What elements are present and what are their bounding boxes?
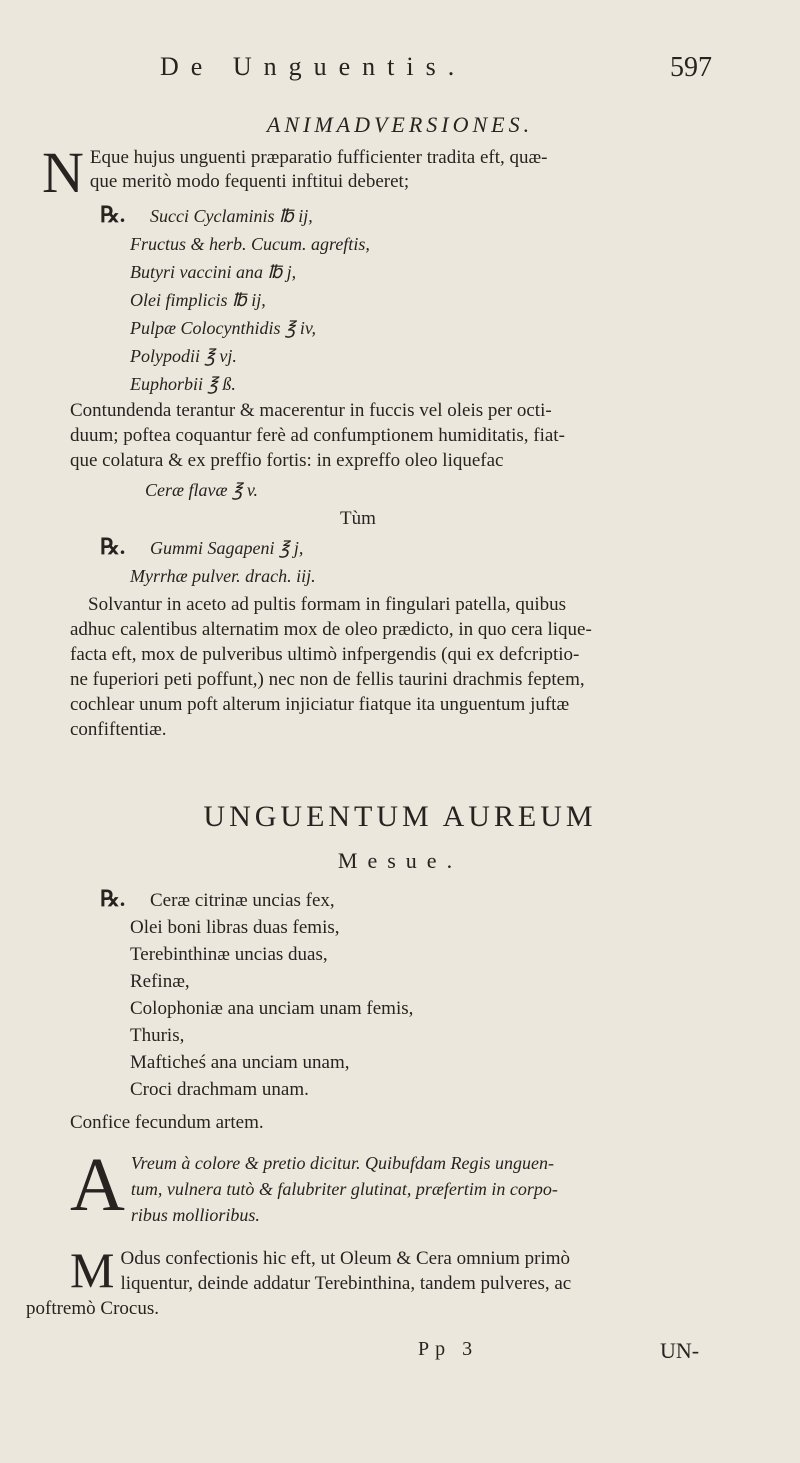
text-line: Solvantur in aceto ad pultis formam in fingulari patella, quibus [88, 594, 567, 615]
recipe-line: Euphorbii ℥ ß. [130, 374, 236, 394]
recipe-line: Myrrhæ pulver. drach. iij. [130, 566, 316, 586]
recipe-symbol: ℞. [100, 886, 126, 911]
drop-cap-n: N [42, 140, 84, 205]
animadversiones-title: ANIMADVERSIONES. [266, 112, 534, 137]
section-author: Mesue. [337, 848, 463, 873]
cera-line: Ceræ flavæ ℥ v. [145, 480, 259, 500]
text-line: adhuc calentibus alternatim mox de oleo prædicto, in quo cera lique- [70, 619, 592, 640]
text-line: confiftentiæ. [70, 719, 167, 740]
ingredient-line: Colophoniæ ana unciam unam femis, [130, 998, 414, 1019]
aureum-line: tum, vulnera tutò & falubriter glutinat, præfertim in corpo- [130, 1179, 558, 1199]
modus-line: liquentur, deinde addatur Terebinthina, tandem pulveres, ac [120, 1273, 572, 1294]
modus-line: Odus confectionis hic eft, ut Oleum & Cera omnium primò [120, 1248, 571, 1269]
recipe-line: Succi Cyclaminis ℔ ij, [150, 206, 313, 226]
aureum-line: Vreum à colore & pretio dicitur. Quibufdam Regis unguen- [130, 1153, 554, 1173]
recipe-line: Fructus & herb. Cucum. agreftis, [130, 234, 370, 254]
recipe-line: Polypodii ℥ vj. [130, 346, 237, 366]
recipe-symbol: ℞. [100, 202, 126, 227]
intro-line: que meritò modo fequenti inftitui deberet; [89, 171, 410, 192]
text-line: cochlear unum poft alterum injiciatur fiatque ita unguentum juftæ [70, 694, 570, 715]
text-line: duum; poftea coquantur ferè ad confumptionem humiditatis, fiat- [70, 425, 565, 446]
modus-line: poftremò Crocus. [26, 1298, 159, 1319]
ingredient-line: Thuris, [130, 1025, 185, 1046]
running-title: De Unguentis. [160, 52, 467, 81]
aureum-paragraph [70, 1143, 760, 1228]
drop-cap-m: M [70, 1242, 115, 1298]
ingredient-line: Refinæ, [130, 971, 190, 992]
confice-line: Confice fecundum artem. [70, 1112, 264, 1133]
intro-line: Eque hujus unguenti præparatio fufficienter tradita eft, quæ- [89, 147, 548, 168]
signature-mark: Pp 3 [418, 1338, 479, 1360]
ingredient-line: Terebinthinæ uncias duas, [130, 944, 328, 965]
page-number: 597 [670, 52, 712, 83]
text-line: facta eft, mox de pulveribus ultimò infpergendis (qui ex defcriptio- [70, 644, 580, 665]
ingredient-line: Croci drachmam unam. [130, 1079, 309, 1100]
recipe-line: Butyri vaccini ana ℔ j, [130, 262, 297, 282]
section-title: UNGUENTUM AUREUM [203, 800, 597, 833]
ingredient-line: Mafticheś ana unciam unam, [130, 1052, 350, 1073]
tum-line: Tùm [340, 508, 376, 529]
recipe-symbol: ℞. [100, 534, 126, 559]
drop-cap-a: A [70, 1143, 125, 1227]
recipe-line: Olei fimplicis ℔ ij, [130, 290, 266, 310]
intro-paragraph [42, 140, 762, 205]
recipe-line: Pulpæ Colocynthidis ℥ iv, [130, 318, 317, 338]
recipe-line: Gummi Sagapeni ℥ j, [150, 538, 304, 558]
modus-paragraph [26, 1242, 760, 1321]
aureum-line: ribus mollioribus. [130, 1205, 260, 1225]
ingredient-line: Olei boni libras duas femis, [130, 917, 340, 938]
text-line: ne fuperiori peti poffunt,) nec non de fellis taurini drachmis feptem, [70, 669, 585, 690]
ingredient-line: Ceræ citrinæ uncias fex, [150, 890, 335, 911]
catchword: UN- [660, 1338, 700, 1363]
text-line: que colatura & ex preffio fortis: in expreffo oleo liquefac [70, 450, 504, 471]
text-line: Contundenda terantur & macerentur in fuccis vel oleis per octi- [70, 400, 552, 421]
